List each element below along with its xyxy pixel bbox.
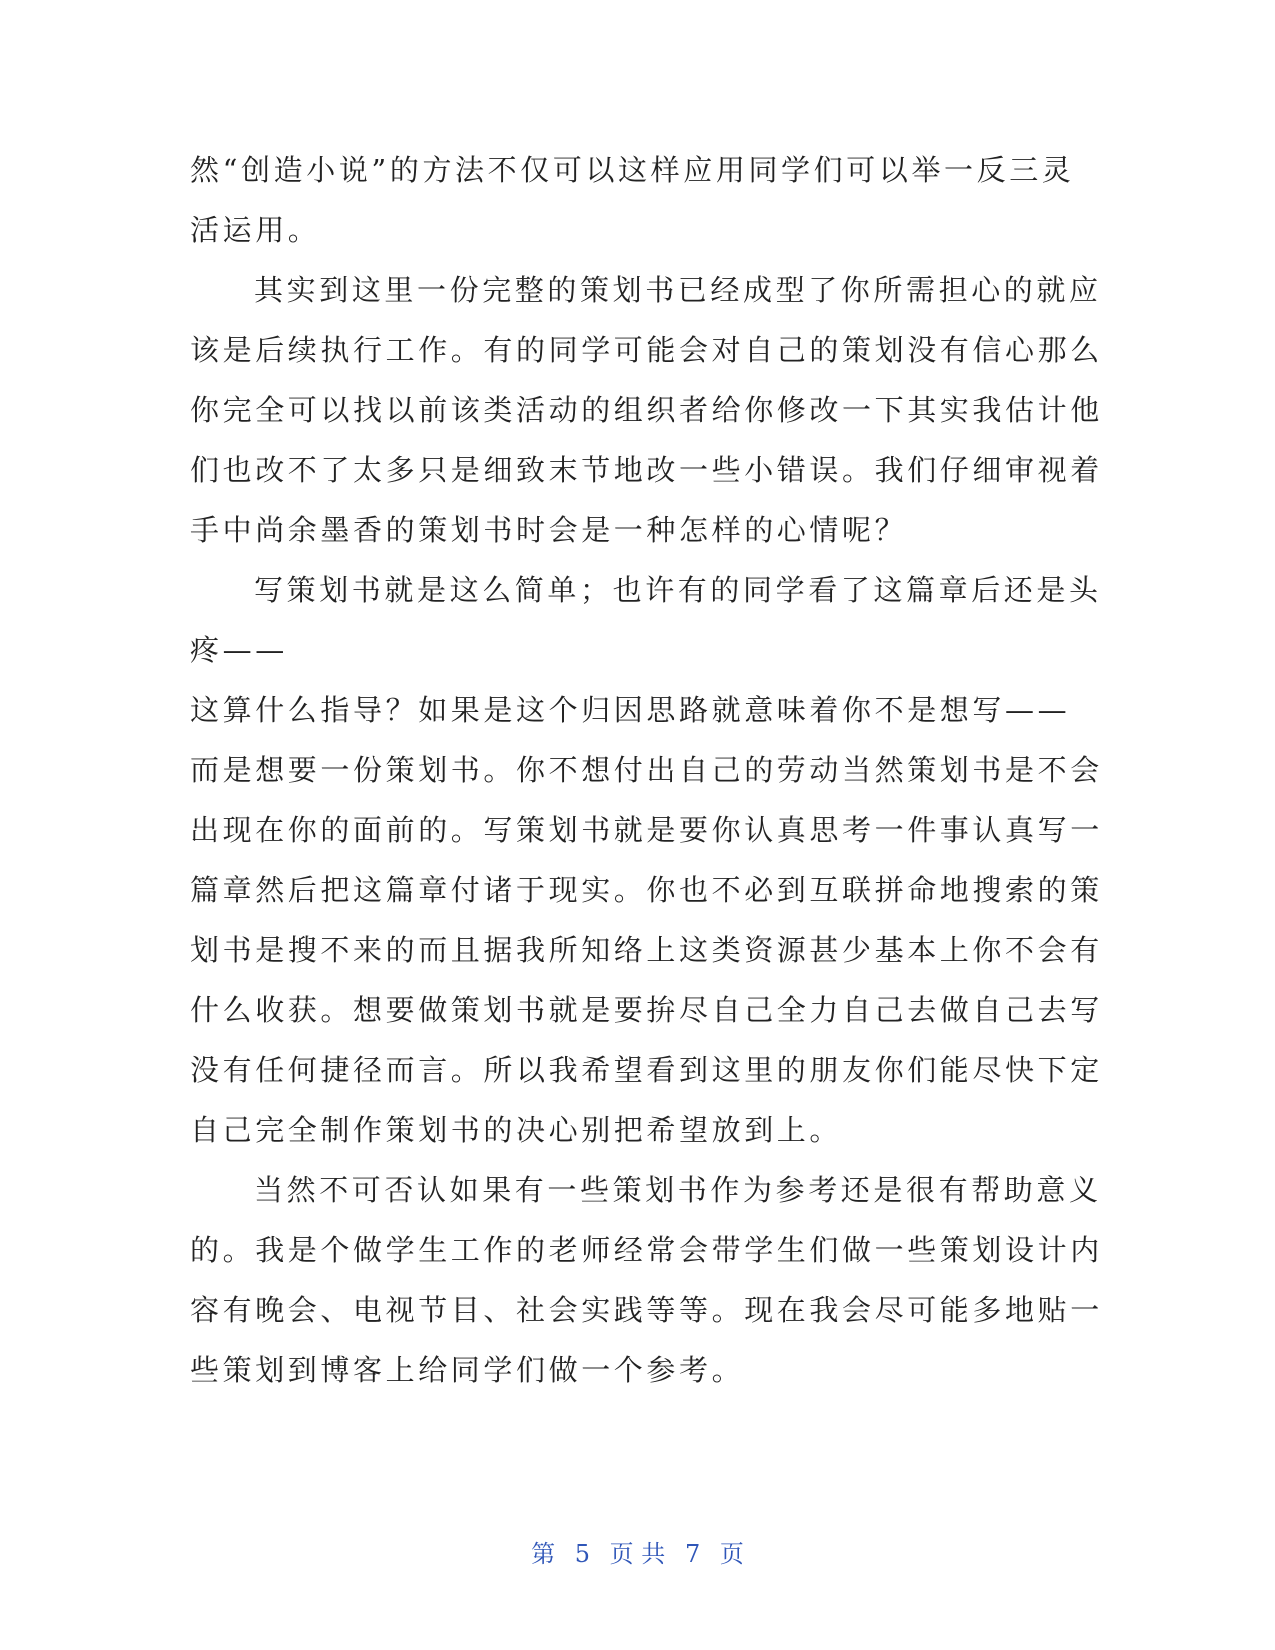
text-line: 写策划书就是这么简单；也许有的同学看了这篇章后还是头 — [254, 573, 1102, 607]
text-line: 没有任何捷径而言。所以我希望看到这里的朋友你们能尽快下定 — [190, 1053, 1103, 1087]
text-line: 划书是搜不来的而且据我所知络上这类资源甚少基本上你不会有 — [190, 933, 1103, 967]
footer-prefix: 第 — [531, 1540, 556, 1568]
text-line: 们也改不了太多只是细致末节地改一些小错误。我们仔细审视着 — [190, 453, 1103, 487]
page-footer — [0, 1538, 1275, 1570]
text-line: 这算什么指导？如果是这个归因思路就意味着你不是想写—— — [190, 693, 1071, 727]
text-line: 容有晚会、电视节目、社会实践等等。现在我会尽可能多地贴一 — [190, 1293, 1103, 1327]
footer-middle: 页 共 — [609, 1540, 666, 1568]
text-line: 其实到这里一份完整的策划书已经成型了你所需担心的就应 — [254, 273, 1102, 307]
text-line: 出现在你的面前的。写策划书就是要你认真思考一件事认真写一 — [190, 813, 1103, 847]
text-line: 自己完全制作策划书的决心别把希望放到上。 — [190, 1113, 843, 1147]
text-line: 的。我是个做学生工作的老师经常会带学生们做一些策划设计内 — [190, 1233, 1103, 1267]
text-line: 该是后续执行工作。有的同学可能会对自己的策划没有信心那么 — [190, 333, 1103, 367]
text-line: 些策划到博客上给同学们做一个参考。 — [190, 1353, 745, 1387]
text-line: 手中尚余墨香的策划书时会是一种怎样的心情呢？ — [190, 513, 908, 547]
text-line: 你完全可以找以前该类活动的组织者给你修改一下其实我估计他 — [190, 393, 1103, 427]
document-body — [190, 140, 1103, 1400]
text-line: 然“创造小说”的方法不仅可以这样应用同学们可以举一反三灵 — [190, 153, 1075, 187]
text-line: 活运用。 — [190, 213, 321, 247]
text-line: 篇章然后把这篇章付诸于现实。你也不必到互联拼命地搜索的策 — [190, 873, 1103, 907]
footer-suffix: 页 — [719, 1540, 744, 1568]
text-line: 疼—— — [190, 633, 288, 667]
text-line: 当然不可否认如果有一些策划书作为参考还是很有帮助意义 — [254, 1173, 1102, 1207]
current-page-number: 5 — [574, 1540, 591, 1568]
text-line: 什么收获。想要做策划书就是要拚尽自己全力自己去做自己去写 — [190, 993, 1103, 1027]
total-pages-number: 7 — [684, 1540, 701, 1568]
text-line: 而是想要一份策划书。你不想付出自己的劳动当然策划书是不会 — [190, 753, 1103, 787]
